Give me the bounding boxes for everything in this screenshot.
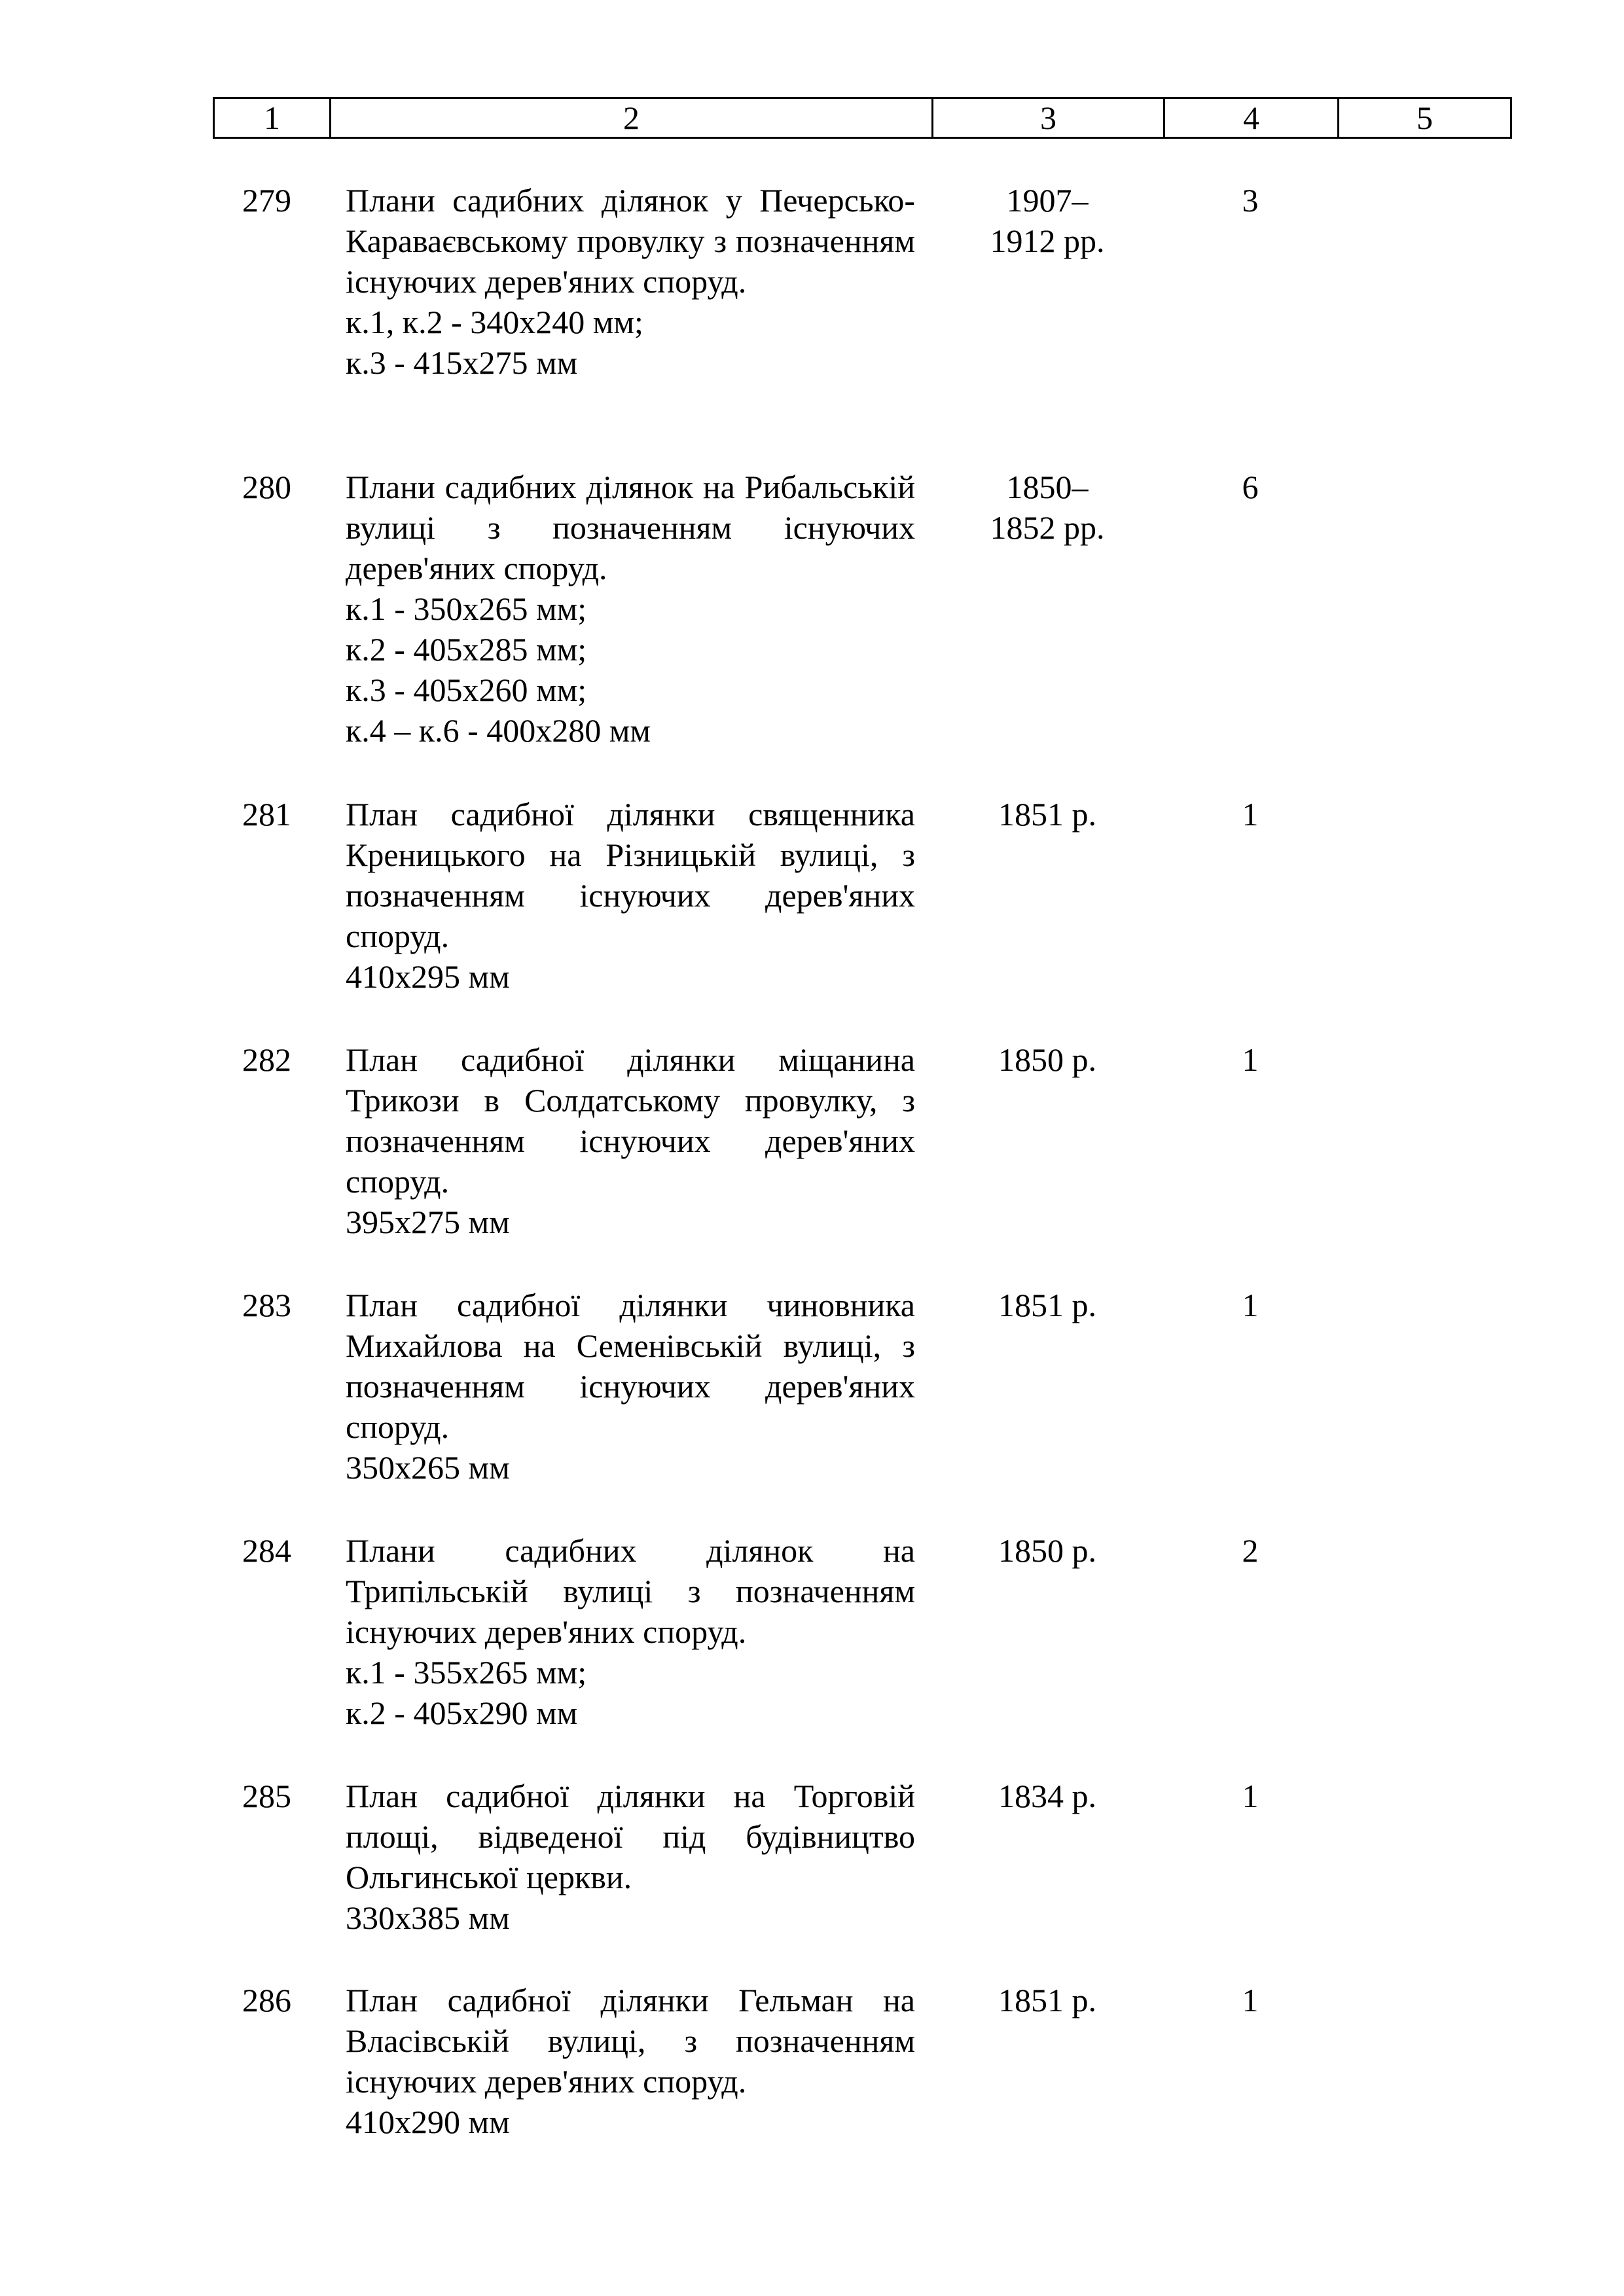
entry-quantity: 1 bbox=[1242, 1778, 1259, 1814]
entry-quantity: 6 bbox=[1242, 469, 1259, 505]
entry-size: к.4 – к.6 - 400х280 мм bbox=[346, 712, 651, 749]
entry-description: Плани садибних ділянок на Рибальській вулиці з позначенням існуючих дерев'яних споруд. bbox=[346, 469, 915, 586]
entry-number: 281 bbox=[242, 796, 291, 833]
column-header-4: 4 bbox=[1165, 99, 1339, 137]
entry-date: 1851 р. bbox=[998, 1982, 1096, 2018]
catalog-entries bbox=[0, 180, 1624, 2184]
entry-number: 280 bbox=[242, 469, 291, 505]
entry-number: 286 bbox=[242, 1982, 291, 2018]
catalog-entry bbox=[0, 1980, 1624, 2184]
catalog-entry bbox=[0, 1530, 1624, 1776]
entry-description: План садибної ділянки чиновника Михайлова на Семенівській вулиці, з позначенням існуючих дерев'яних споруд. bbox=[346, 1287, 915, 1445]
column-header-5: 5 bbox=[1416, 99, 1433, 136]
entry-date: 1834 р. bbox=[998, 1778, 1096, 1814]
entry-date: 1850– 1852 рр. bbox=[990, 469, 1105, 546]
catalog-entry bbox=[0, 1039, 1624, 1285]
entry-quantity: 2 bbox=[1242, 1532, 1259, 1569]
entry-description: План садибної ділянки священника Креницького на Різницькій вулиці, з позначенням існуючих дерев'яних споруд. bbox=[346, 796, 915, 954]
entry-description-block bbox=[346, 794, 915, 997]
entry-size: к.2 - 405х285 мм; bbox=[346, 631, 587, 668]
entry-quantity: 1 bbox=[1242, 1041, 1259, 1078]
column-header-1: 1 bbox=[215, 99, 331, 137]
entry-number: 283 bbox=[242, 1287, 291, 1323]
entry-size: 410х290 мм bbox=[346, 2104, 510, 2140]
entry-number: 284 bbox=[242, 1532, 291, 1569]
entry-number: 279 bbox=[242, 182, 291, 219]
entry-date: 1907– 1912 рр. bbox=[990, 182, 1105, 259]
column-header-2: 2 bbox=[331, 99, 933, 137]
entry-description: План садибної ділянки на Торговій площі, відведеної під будівництво Ольгинської церкви. bbox=[346, 1778, 915, 1895]
entry-quantity: 1 bbox=[1242, 796, 1259, 833]
catalog-entry bbox=[0, 467, 1624, 794]
catalog-entry bbox=[0, 1776, 1624, 1980]
entry-quantity: 1 bbox=[1242, 1982, 1259, 2018]
entry-date: 1850 р. bbox=[998, 1532, 1096, 1569]
entry-description-block bbox=[346, 467, 915, 751]
entry-description-block bbox=[346, 1039, 915, 1242]
column-header-3: 3 bbox=[933, 99, 1165, 137]
entry-size: 350х265 мм bbox=[346, 1449, 510, 1486]
entry-size: к.2 - 405х290 мм bbox=[346, 1695, 578, 1731]
entry-quantity: 1 bbox=[1242, 1287, 1259, 1323]
catalog-entry bbox=[0, 794, 1624, 1039]
entry-quantity: 3 bbox=[1242, 182, 1259, 219]
catalog-entry bbox=[0, 1285, 1624, 1530]
entry-date: 1851 р. bbox=[998, 1287, 1096, 1323]
entry-description-block bbox=[346, 1530, 915, 1733]
entry-date: 1850 р. bbox=[998, 1041, 1096, 1078]
entry-description-block bbox=[346, 180, 915, 383]
entry-description-block bbox=[346, 1776, 915, 1938]
entry-size: 330х385 мм bbox=[346, 1899, 510, 1936]
entry-size: к.3 - 405х260 мм; bbox=[346, 672, 587, 708]
entry-description: Плани садибних ділянок у Печерсько-Караваєвському провулку з позначенням існуючих дерев'яних споруд. bbox=[346, 182, 915, 300]
catalog-entry bbox=[0, 180, 1624, 467]
entry-description-block bbox=[346, 1285, 915, 1488]
entry-description: Плани садибних ділянок на Трипільській вулиці з позначенням існуючих дерев'яних споруд. bbox=[346, 1532, 915, 1650]
entry-size: к.3 - 415х275 мм bbox=[346, 344, 578, 381]
entry-size: 410х295 мм bbox=[346, 958, 510, 995]
entry-description: План садибної ділянки міщанина Трикози в Солдатському провулку, з позначенням існуючих дерев'яних споруд. bbox=[346, 1041, 915, 1200]
entry-size: к.1, к.2 - 340х240 мм; bbox=[346, 304, 643, 340]
column-header-row bbox=[213, 97, 1512, 139]
entry-description: План садибної ділянки Гельман на Власівській вулиці, з позначенням існуючих дерев'яних споруд. bbox=[346, 1982, 915, 2100]
entry-description-block bbox=[346, 1980, 915, 2142]
entry-size: к.1 - 355х265 мм; bbox=[346, 1654, 587, 1691]
entry-number: 285 bbox=[242, 1778, 291, 1814]
entry-date: 1851 р. bbox=[998, 796, 1096, 833]
entry-number: 282 bbox=[242, 1041, 291, 1078]
entry-size: 395х275 мм bbox=[346, 1204, 510, 1240]
entry-size: к.1 - 350х265 мм; bbox=[346, 590, 587, 627]
